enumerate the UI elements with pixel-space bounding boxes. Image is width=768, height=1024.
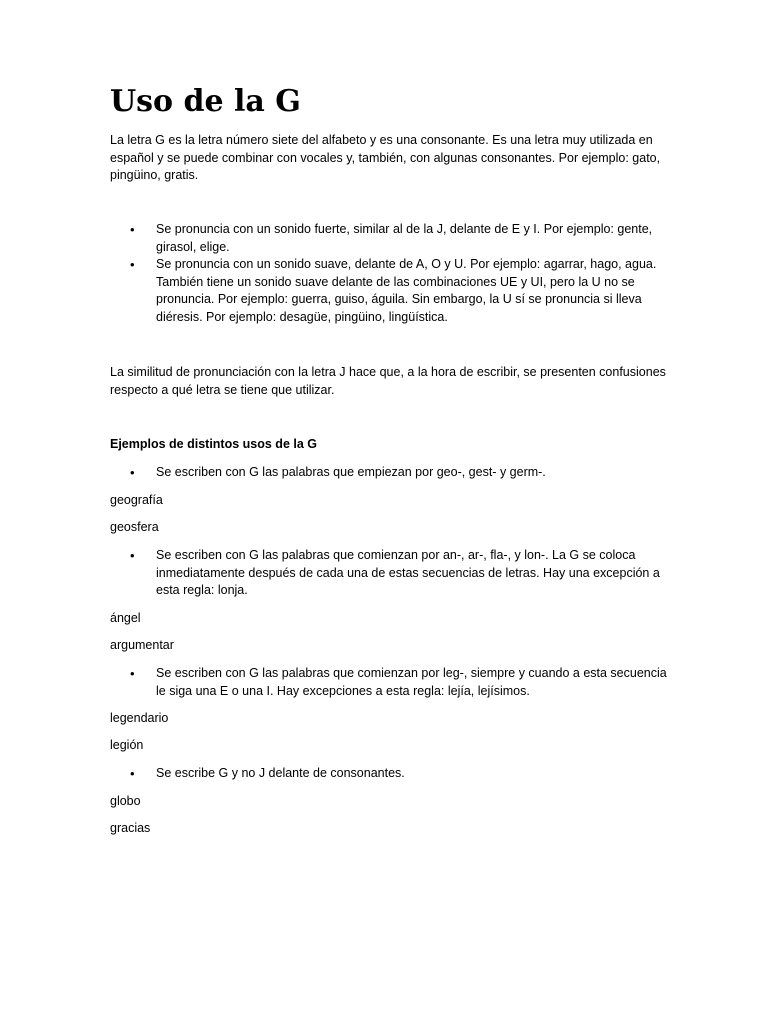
example-word: geografía: [110, 493, 163, 507]
bullet-icon: •: [130, 257, 135, 272]
intro-paragraph: La letra G es la letra número siete del alfabeto y es una consonante. Es una letra muy utilizada en español y se puede combinar con vocales y, también, con algunas consonantes. Por ejemplo: gato, pingüino, gratis.: [110, 133, 661, 182]
pronunciation-list: [110, 221, 670, 326]
list-item: [110, 665, 670, 700]
list-item-text: Se escriben con G las palabras que comienzan por an-, ar-, fla-, y lon-. La G se coloca inmediatamente después de cada una de estas secuencias de letras. Hay una excepción a esta regla: lonja.: [156, 548, 660, 597]
example-word: globo: [110, 794, 141, 808]
bullet-icon: •: [130, 222, 135, 237]
examples-heading: Ejemplos de distintos usos de la G: [110, 437, 317, 451]
bullet-icon: •: [130, 465, 135, 480]
rule-list-2: [110, 547, 670, 600]
example-word: argumentar: [110, 638, 174, 652]
bullet-icon: •: [130, 548, 135, 563]
list-item: [110, 221, 670, 256]
list-item: [110, 256, 670, 326]
similarity-paragraph: La similitud de pronunciación con la letra J hace que, a la hora de escribir, se presenten confusiones respecto a qué letra se tiene que utilizar.: [110, 365, 666, 397]
bullet-icon: •: [130, 766, 135, 781]
list-item-text: Se pronuncia con un sonido fuerte, similar al de la J, delante de E y I. Por ejemplo: gente, girasol, elige.: [156, 222, 653, 254]
example-word: legendario: [110, 711, 169, 725]
list-item-text: Se pronuncia con un sonido suave, delante de A, O y U. Por ejemplo: agarrar, hago, agua. También tiene un sonido suave delante de las combinaciones UE y UI, pero la U no se pronuncia. Por ejemplo: guerra, guiso, águila. Sin embargo, la U sí se pronuncia si lleva diéresis. Por ejemplo: desagüe, pingüino, lingüística.: [156, 257, 657, 324]
list-item-text: Se escribe G y no J delante de consonantes.: [156, 766, 405, 780]
list-item-text: Se escriben con G las palabras que empiezan por geo-, gest- y germ-.: [156, 465, 546, 479]
example-word: ángel: [110, 611, 141, 625]
rule-list-3: [110, 665, 670, 700]
list-item-text: Se escriben con G las palabras que comienzan por leg-, siempre y cuando a esta secuencia le siga una E o una I. Hay excepciones a esta regla: lejía, lejísimos.: [156, 666, 667, 698]
rule-list-4: [110, 765, 670, 783]
page-title: Uso de la G: [110, 84, 301, 119]
bullet-icon: •: [130, 666, 135, 681]
list-item: [110, 547, 670, 600]
example-word: gracias: [110, 821, 151, 835]
list-item: [110, 464, 670, 482]
example-word: geosfera: [110, 520, 159, 534]
rule-list-1: [110, 464, 670, 482]
example-word: legión: [110, 738, 144, 752]
list-item: [110, 765, 670, 783]
